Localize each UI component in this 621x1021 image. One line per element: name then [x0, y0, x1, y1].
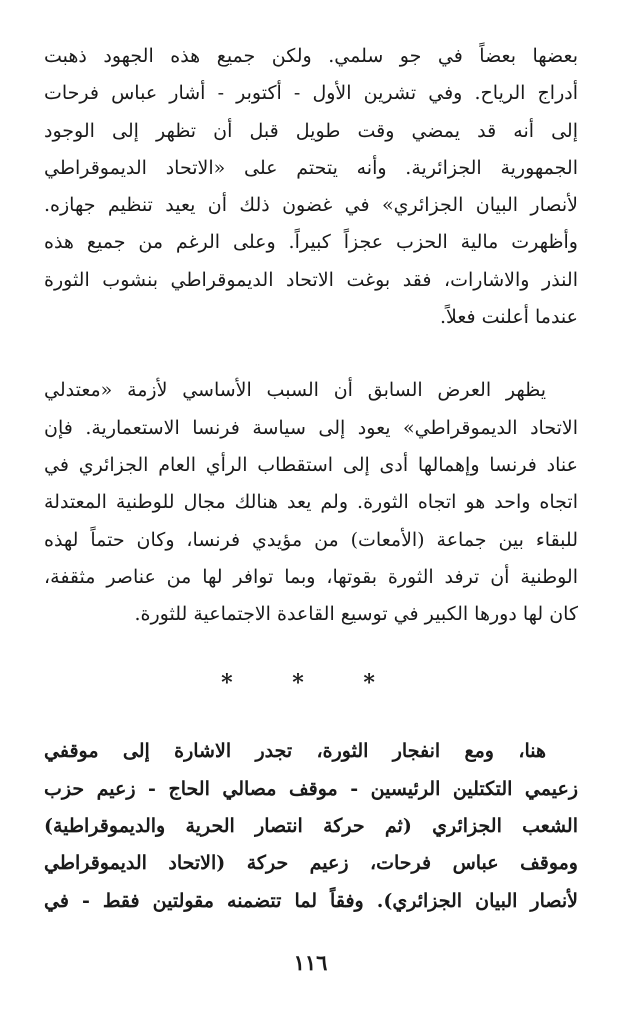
- text-line: وموقف عباس فرحات، زعيم حركة (الاتحاد الديموقراطي: [44, 852, 578, 875]
- text-line: اتجاه واحد هو اتجاه الثورة. ولم يعد هنالك مجال للوطنية المعتدلة: [44, 491, 578, 514]
- text-line: الشعب الجزائري (ثم حركة انتصار الحرية والديموقراطية): [44, 815, 578, 838]
- text-line: أدراج الرياح. وفي تشرين الأول - أكتوبر - أشار عباس فرحات: [44, 82, 578, 105]
- text-line: الوطنية أن ترفد الثورة بقوتها، وبما توافر لها من عناصر مثقفة،: [44, 565, 578, 588]
- page-number: ١١٦: [293, 950, 328, 975]
- text-line: إلى أنه قد يمضي وقت طويل قبل أن تظهر إلى الوجود: [44, 119, 578, 142]
- text-line: وأظهرت مالية الحزب عجزاً كبيراً. وعلى الرغم من جميع هذه: [44, 231, 578, 254]
- text-line: النذر والاشارات، فقد بوغت الاتحاد الديموقراطي بنشوب الثورة: [44, 268, 578, 291]
- text-line: لأنصار البيان الجزائري). وفقاً لما تتضمنه مقولتين فقط - في: [44, 889, 578, 912]
- paragraph-1: [44, 38, 578, 336]
- text-line: بعضها بعضاً في جو سلمي. ولكن جميع هذه الجهود ذهبت: [44, 45, 578, 67]
- text-line: الاتحاد الديموقراطي» يعود إلى سياسة فرنسا الاستعمارية. فإن: [44, 416, 578, 439]
- text-line: للبقاء بين جماعة (الأمعات) من مؤيدي فرنسا، وكان حتماً لهذه: [44, 528, 578, 551]
- text-line: هنا، ومع انفجار الثورة، تجدر الاشارة إلى موقفي: [44, 740, 546, 763]
- text-line: الجمهورية الجزائرية. وأنه يتحتم على «الاتحاد الديموقراطي: [44, 156, 578, 179]
- text-line: لأنصار البيان الجزائري» في غضون ذلك أن يعيد تنظيم جهازه.: [44, 194, 578, 217]
- text-line: يظهر العرض السابق أن السبب الأساسي لأزمة «معتدلي: [44, 379, 546, 402]
- text-line: كان لها دورها الكبير في توسيع القاعدة الاجتماعية للثورة.: [134, 603, 578, 626]
- page-body: [44, 38, 578, 920]
- paragraph-2: [44, 372, 578, 633]
- text-line: عناد فرنسا وإهمالها أدى إلى استقطاب الرأي العام الجزائري في: [44, 453, 578, 476]
- section-separator: * * *: [221, 670, 401, 697]
- paragraph-3: [44, 733, 578, 919]
- text-line: عندما أعلنت فعلاً.: [439, 306, 578, 329]
- text-line: زعيمي التكتلين الرئيسين - موقف مصالي الحاج - زعيم حزب: [44, 777, 578, 800]
